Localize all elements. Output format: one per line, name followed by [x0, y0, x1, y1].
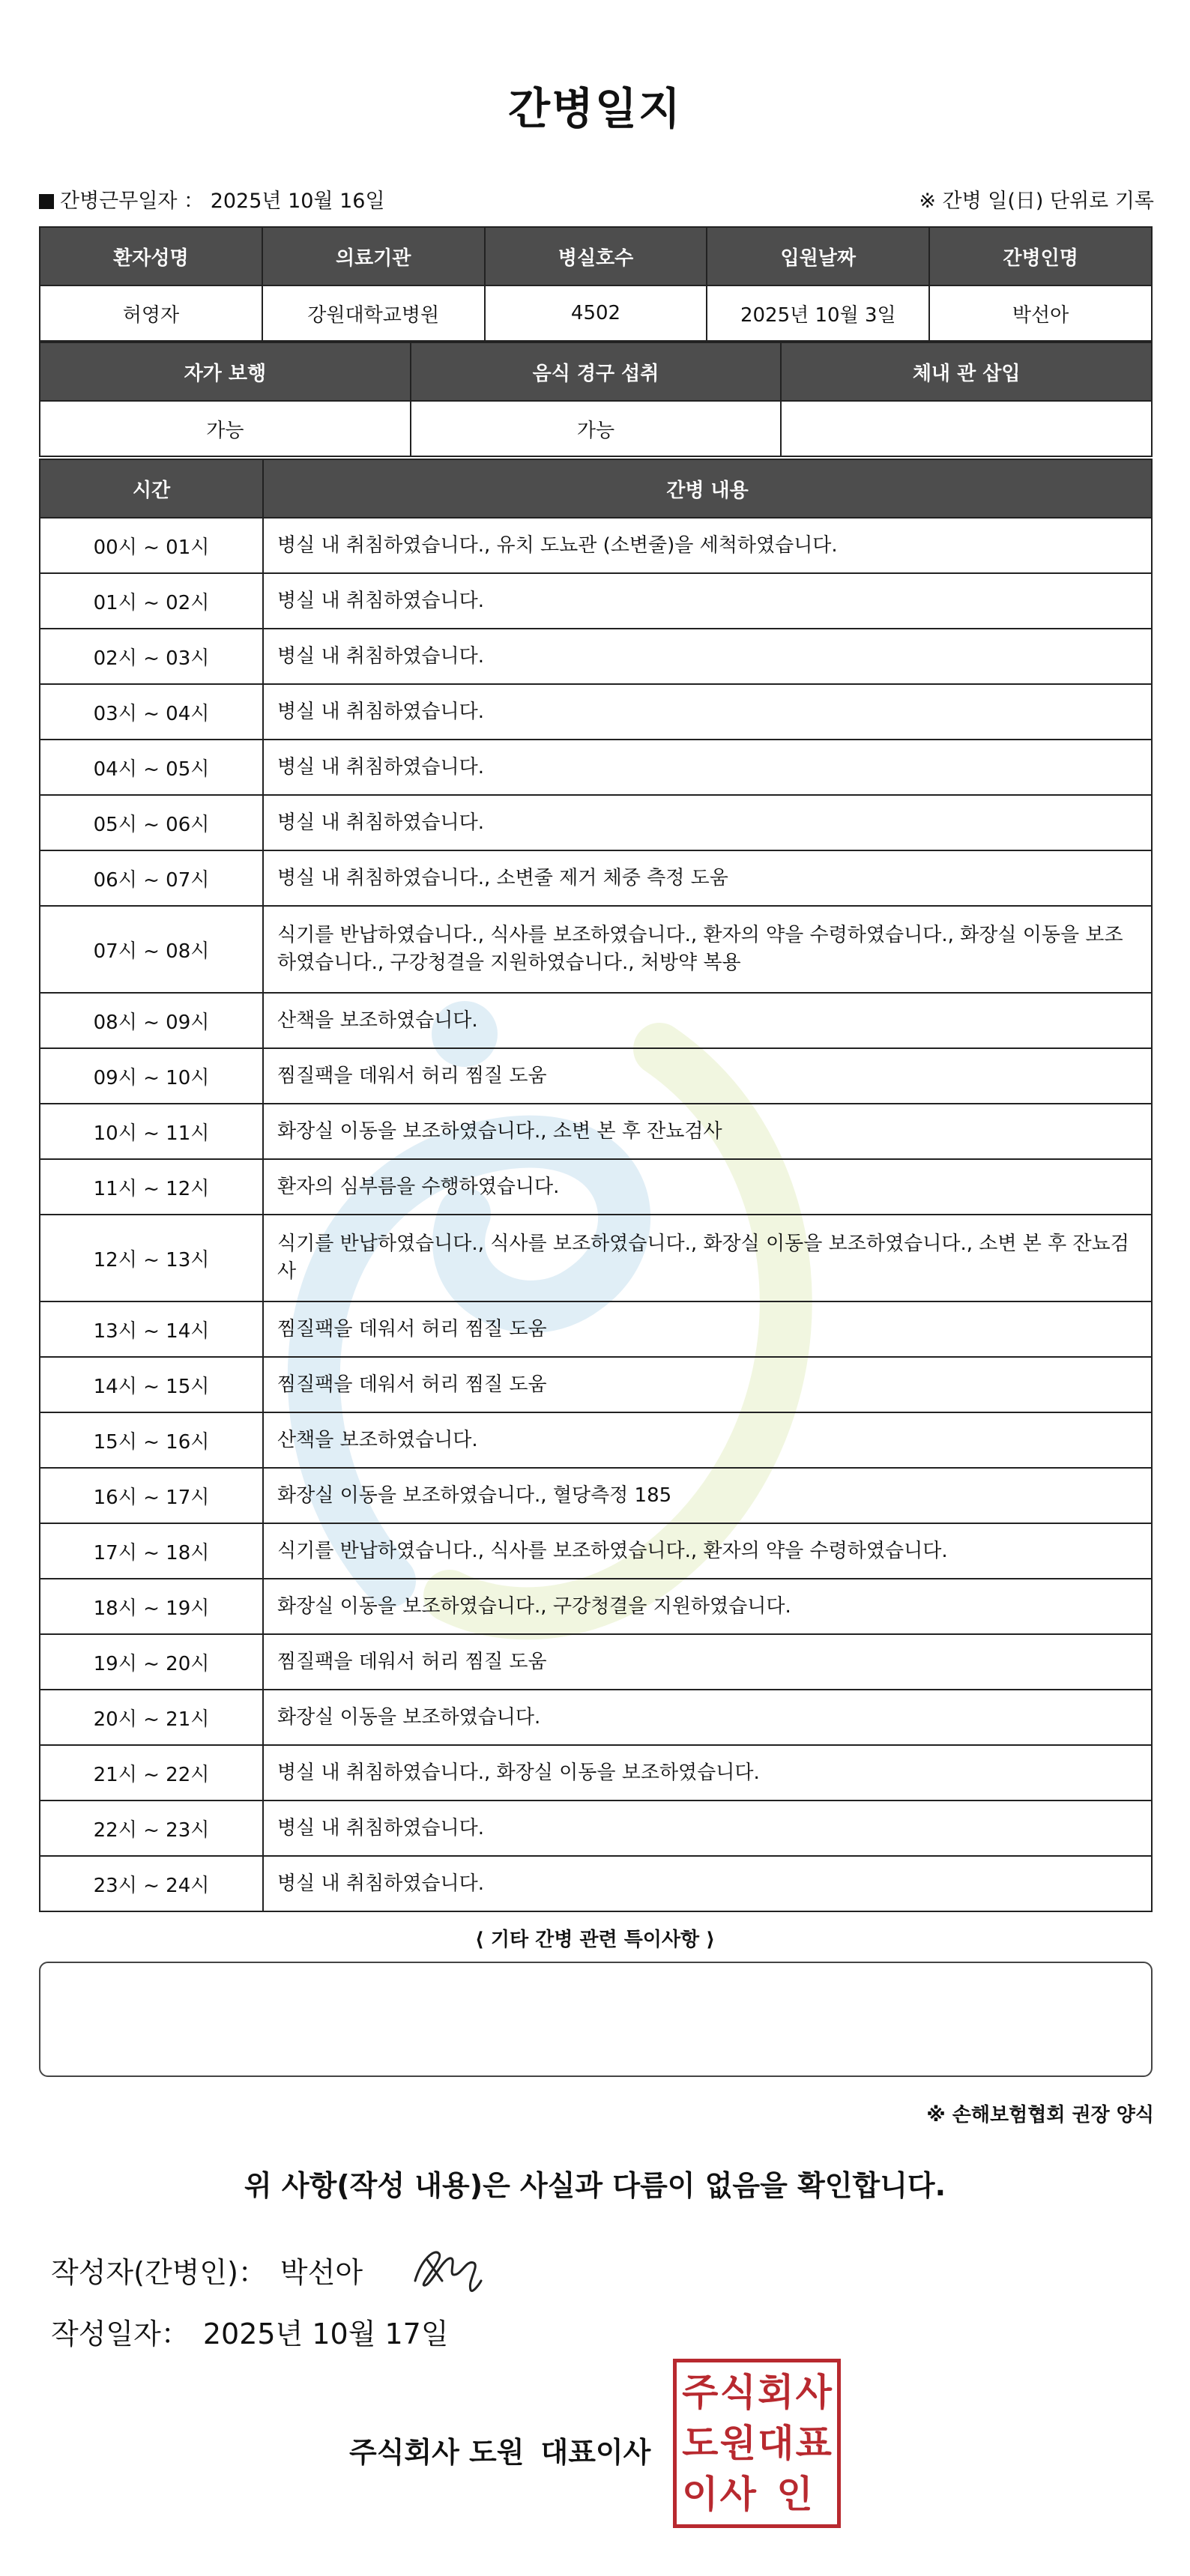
row-time: 01시 ~ 02시 [40, 573, 263, 629]
table-row [40, 1412, 1152, 1468]
table-row [40, 1215, 1152, 1301]
row-time: 20시 ~ 21시 [40, 1690, 263, 1745]
row-time: 22시 ~ 23시 [40, 1801, 263, 1856]
confirmation-statement: 위 사항(작성 내용)은 사실과 다름이 없음을 확인합니다. [244, 2169, 946, 2202]
row-time: 05시 ~ 06시 [40, 795, 263, 850]
row-time: 23시 ~ 24시 [40, 1856, 263, 1911]
unit-note: ※ 간병 일(日) 단위로 기록 [919, 190, 1154, 213]
row-content: 화장실 이동을 보조하였습니다., 소변 본 후 잔뇨검사 [263, 1104, 1152, 1159]
row-content: 병실 내 취침하였습니다. [263, 684, 1152, 740]
table-row [40, 993, 1152, 1048]
table-row [40, 1357, 1152, 1412]
row-content: 식기를 반납하였습니다., 식사를 보조하였습니다., 화장실 이동을 보조하였습니다., 소변 본 후 잔뇨검사 [263, 1215, 1152, 1301]
write-date-value: 2025년 10월 17일 [202, 2318, 449, 2350]
seal-character: 식 [719, 2371, 756, 2414]
seal-character: 인 [776, 2473, 813, 2516]
row-time: 03시 ~ 04시 [40, 684, 263, 740]
row-content: 식기를 반납하였습니다., 식사를 보조하였습니다., 환자의 약을 수령하였습니다., 화장실 이동을 보조하였습니다., 구강청결을 지원하였습니다., 처방약 복용 [263, 906, 1152, 993]
row-content: 식기를 반납하였습니다., 식사를 보조하였습니다., 환자의 약을 수령하였습니다. [263, 1523, 1152, 1579]
row-time: 07시 ~ 08시 [40, 906, 263, 993]
patient-info-table [39, 226, 1153, 342]
write-date-line [51, 2311, 449, 2352]
row-time: 09시 ~ 10시 [40, 1048, 263, 1104]
writer-label: 작성자(간병인)： [51, 2256, 267, 2289]
row-content: 병실 내 취침하였습니다., 화장실 이동을 보조하였습니다. [263, 1745, 1152, 1801]
row-time: 17시 ~ 18시 [40, 1523, 263, 1579]
row-content: 병실 내 취침하였습니다. [263, 795, 1152, 850]
row-time: 00시 ~ 01시 [40, 518, 263, 573]
row-content: 화장실 이동을 보조하였습니다., 혈당측정 185 [263, 1468, 1152, 1523]
table-row [40, 1745, 1152, 1801]
row-time: 11시 ~ 12시 [40, 1159, 263, 1215]
row-time: 15시 ~ 16시 [40, 1412, 263, 1468]
work-date-line [39, 184, 385, 214]
row-content: 찜질팩을 데워서 허리 찜질 도움 [263, 1357, 1152, 1412]
table-row [40, 1579, 1152, 1634]
row-time: 08시 ~ 09시 [40, 993, 263, 1048]
row-time: 06시 ~ 07시 [40, 850, 263, 906]
row-time: 18시 ~ 19시 [40, 1579, 263, 1634]
row-content: 병실 내 취침하였습니다. [263, 1801, 1152, 1856]
seal-character: 사 [795, 2371, 832, 2414]
table-row [40, 684, 1152, 740]
header-room-number: 병실호수 [485, 227, 707, 285]
header-hospital: 의료기관 [262, 227, 485, 285]
remarks-box [39, 1962, 1153, 2077]
row-content: 환자의 심부름을 수행하였습니다. [263, 1159, 1152, 1215]
row-content: 찜질팩을 데워서 허리 찜질 도움 [263, 1634, 1152, 1690]
work-date-value: 2025년 10월 16일 [210, 190, 385, 213]
header-care-content: 간병 내용 [263, 459, 1152, 518]
row-time: 12시 ~ 13시 [40, 1215, 263, 1301]
row-content: 찜질팩을 데워서 허리 찜질 도움 [263, 1048, 1152, 1104]
row-time: 14시 ~ 15시 [40, 1357, 263, 1412]
row-content: 병실 내 취침하였습니다., 유치 도뇨관 (소변줄)을 세척하였습니다. [263, 518, 1152, 573]
row-time: 21시 ~ 22시 [40, 1745, 263, 1801]
writer-line [51, 2249, 363, 2291]
work-date-label: 간병근무일자 [60, 190, 178, 213]
table-row [40, 740, 1152, 795]
patient-status-table [39, 342, 1153, 457]
work-date-separator: ： [184, 190, 205, 213]
company-seal-stamp [673, 2359, 841, 2528]
patient-name: 허영자 [40, 285, 262, 341]
row-time: 02시 ~ 03시 [40, 629, 263, 684]
table-row [40, 906, 1152, 993]
row-content: 병실 내 취침하였습니다. [263, 629, 1152, 684]
row-time: 04시 ~ 05시 [40, 740, 263, 795]
seal-character: 도 [682, 2422, 719, 2465]
remarks-title: ⟨ 기타 간병 관련 특이사항 ⟩ [474, 1929, 716, 1951]
room-number: 4502 [485, 285, 707, 341]
seal-character: 원 [719, 2422, 756, 2465]
hospital-name: 강원대학교병원 [262, 285, 485, 341]
seal-character: 사 [719, 2473, 756, 2516]
table-row [40, 629, 1152, 684]
row-content: 병실 내 취침하였습니다., 소변줄 제거 체중 측정 도움 [263, 850, 1152, 906]
hourly-care-log-table [39, 459, 1153, 1912]
header-time: 시간 [40, 459, 263, 518]
company-name: 주식회사 도원 [349, 2436, 525, 2469]
table-row [40, 1159, 1152, 1215]
table-row [40, 1634, 1152, 1690]
table-row [40, 1468, 1152, 1523]
header-patient-name: 환자성명 [40, 227, 262, 285]
row-time: 16시 ~ 17시 [40, 1468, 263, 1523]
company-representative: 대표이사 [540, 2436, 651, 2469]
seal-character: 이 [682, 2473, 719, 2516]
header-oral-intake: 음식 경구 섭취 [411, 342, 782, 401]
header-admission-date: 입원날짜 [707, 227, 929, 285]
table-row [40, 1048, 1152, 1104]
row-content: 병실 내 취침하였습니다. [263, 1856, 1152, 1911]
header-self-walking: 자가 보행 [40, 342, 411, 401]
table-row [40, 850, 1152, 906]
header-tube-insertion: 체내 관 삽입 [781, 342, 1152, 401]
square-bullet-icon [39, 194, 54, 209]
row-content: 병실 내 취침하였습니다. [263, 740, 1152, 795]
row-content: 산책을 보조하였습니다. [263, 1412, 1152, 1468]
table-row [40, 1801, 1152, 1856]
caregiver-name: 박선아 [929, 285, 1152, 341]
row-content: 화장실 이동을 보조하였습니다. [263, 1690, 1152, 1745]
table-row [40, 1104, 1152, 1159]
row-time: 13시 ~ 14시 [40, 1301, 263, 1357]
table-row [40, 1523, 1152, 1579]
write-date-label: 작성일자： [51, 2318, 190, 2350]
table-row [40, 518, 1152, 573]
row-content: 화장실 이동을 보조하였습니다., 구강청결을 지원하였습니다. [263, 1579, 1152, 1634]
page-title: 간병일지 [507, 83, 683, 134]
company-line [349, 2429, 650, 2470]
signature-icon [405, 2237, 487, 2297]
oral-intake-value: 가능 [411, 401, 782, 456]
tube-insertion-value [781, 401, 1152, 456]
header-caregiver-name: 간병인명 [929, 227, 1152, 285]
row-time: 19시 ~ 20시 [40, 1634, 263, 1690]
row-time: 10시 ~ 11시 [40, 1104, 263, 1159]
seal-character-grid [681, 2367, 833, 2520]
table-row [40, 795, 1152, 850]
seal-character: 대 [758, 2422, 794, 2465]
seal-character: 주 [682, 2371, 719, 2414]
seal-character: 회 [758, 2371, 794, 2414]
table-row [40, 1301, 1152, 1357]
row-content: 산책을 보조하였습니다. [263, 993, 1152, 1048]
seal-character: 표 [795, 2422, 832, 2465]
admission-date: 2025년 10월 3일 [707, 285, 929, 341]
association-note: ※ 손해보험협회 권장 양식 [926, 2104, 1154, 2126]
self-walking-value: 가능 [40, 401, 411, 456]
table-row [40, 573, 1152, 629]
writer-name: 박선아 [280, 2256, 363, 2289]
table-row [40, 1856, 1152, 1911]
row-content: 병실 내 취침하였습니다. [263, 573, 1152, 629]
row-content: 찜질팩을 데워서 허리 찜질 도움 [263, 1301, 1152, 1357]
table-row [40, 1690, 1152, 1745]
